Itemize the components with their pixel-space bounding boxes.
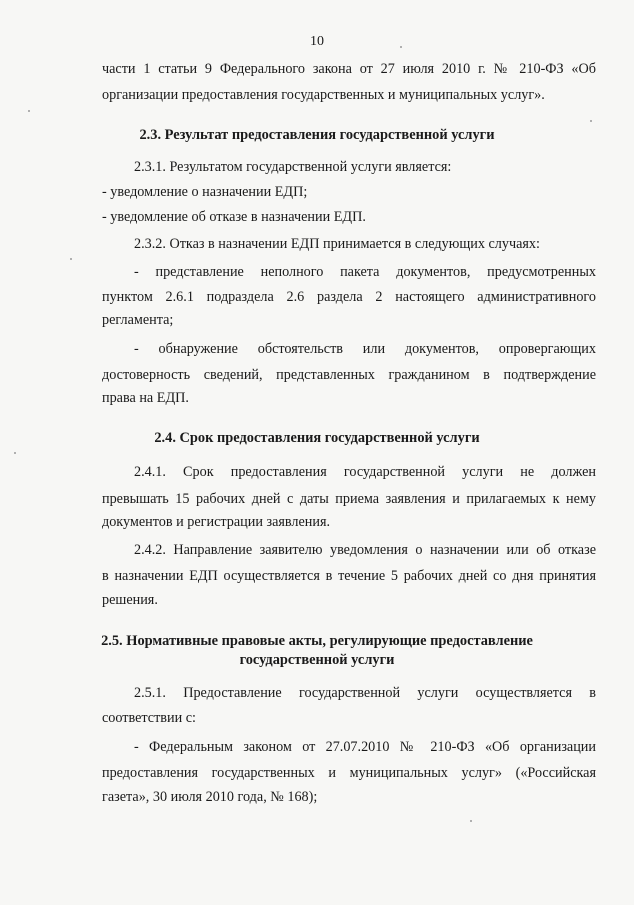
scan-speck bbox=[590, 120, 592, 122]
list-item: - уведомление о назначении ЕДП; bbox=[102, 184, 308, 200]
section-heading-2-5-cont: государственной услуги bbox=[239, 652, 395, 668]
text-line: в назначении ЕДП осуществляется в течение 5 рабочих дней со дня принятия bbox=[102, 568, 596, 584]
text-line: организации предоставления государственных и муниципальных услуг». bbox=[102, 87, 545, 103]
scan-speck bbox=[14, 452, 16, 454]
list-item: - уведомление об отказе в назначении ЕДП. bbox=[102, 209, 366, 225]
text-line: части 1 статьи 9 Федерального закона от 27 июля 2010 г. № 210-ФЗ «Об bbox=[102, 61, 596, 77]
text-line: регламента; bbox=[102, 312, 174, 328]
section-heading-2-3: 2.3. Результат предоставления государственной услуги bbox=[139, 127, 495, 143]
page-number: 10 bbox=[310, 34, 324, 49]
scan-speck bbox=[470, 820, 472, 822]
text-line: пунктом 2.6.1 подраздела 2.6 раздела 2 настоящего административного bbox=[102, 289, 596, 305]
text-line: 2.4.2. Направление заявителю уведомления о назначении или об отказе bbox=[134, 542, 596, 558]
list-item: - обнаружение обстоятельств или документов, опровергающих bbox=[134, 341, 596, 357]
scan-speck bbox=[70, 258, 72, 260]
text-line: 2.3.2. Отказ в назначении ЕДП принимается в следующих случаях: bbox=[134, 236, 540, 252]
text-line: 2.4.1. Срок предоставления государственной услуги не должен bbox=[134, 464, 596, 480]
text-line: достоверность сведений, представленных гражданином в подтверждение bbox=[102, 367, 596, 383]
list-item: - Федеральным законом от 27.07.2010 № 210-ФЗ «Об организации bbox=[134, 739, 596, 755]
scan-speck bbox=[400, 46, 402, 48]
scan-speck bbox=[28, 110, 30, 112]
text-line: газета», 30 июля 2010 года, № 168); bbox=[102, 789, 318, 805]
text-line: предоставления государственных и муниципальных услуг» («Российская bbox=[102, 765, 596, 781]
text-line: решения. bbox=[102, 592, 158, 608]
section-heading-2-4: 2.4. Срок предоставления государственной услуги bbox=[154, 430, 480, 446]
list-item: - представление неполного пакета документов, предусмотренных bbox=[134, 264, 596, 280]
text-line: соответствии с: bbox=[102, 710, 196, 726]
text-line: 2.5.1. Предоставление государственной услуги осуществляется в bbox=[134, 685, 596, 701]
section-heading-2-5: 2.5. Нормативные правовые акты, регулирующие предоставление bbox=[101, 633, 533, 649]
text-line: превышать 15 рабочих дней с даты приема заявления и прилагаемых к нему bbox=[102, 491, 596, 507]
text-line: документов и регистрации заявления. bbox=[102, 514, 331, 530]
text-line: 2.3.1. Результатом государственной услуги является: bbox=[134, 159, 452, 175]
text-line: права на ЕДП. bbox=[102, 390, 189, 406]
